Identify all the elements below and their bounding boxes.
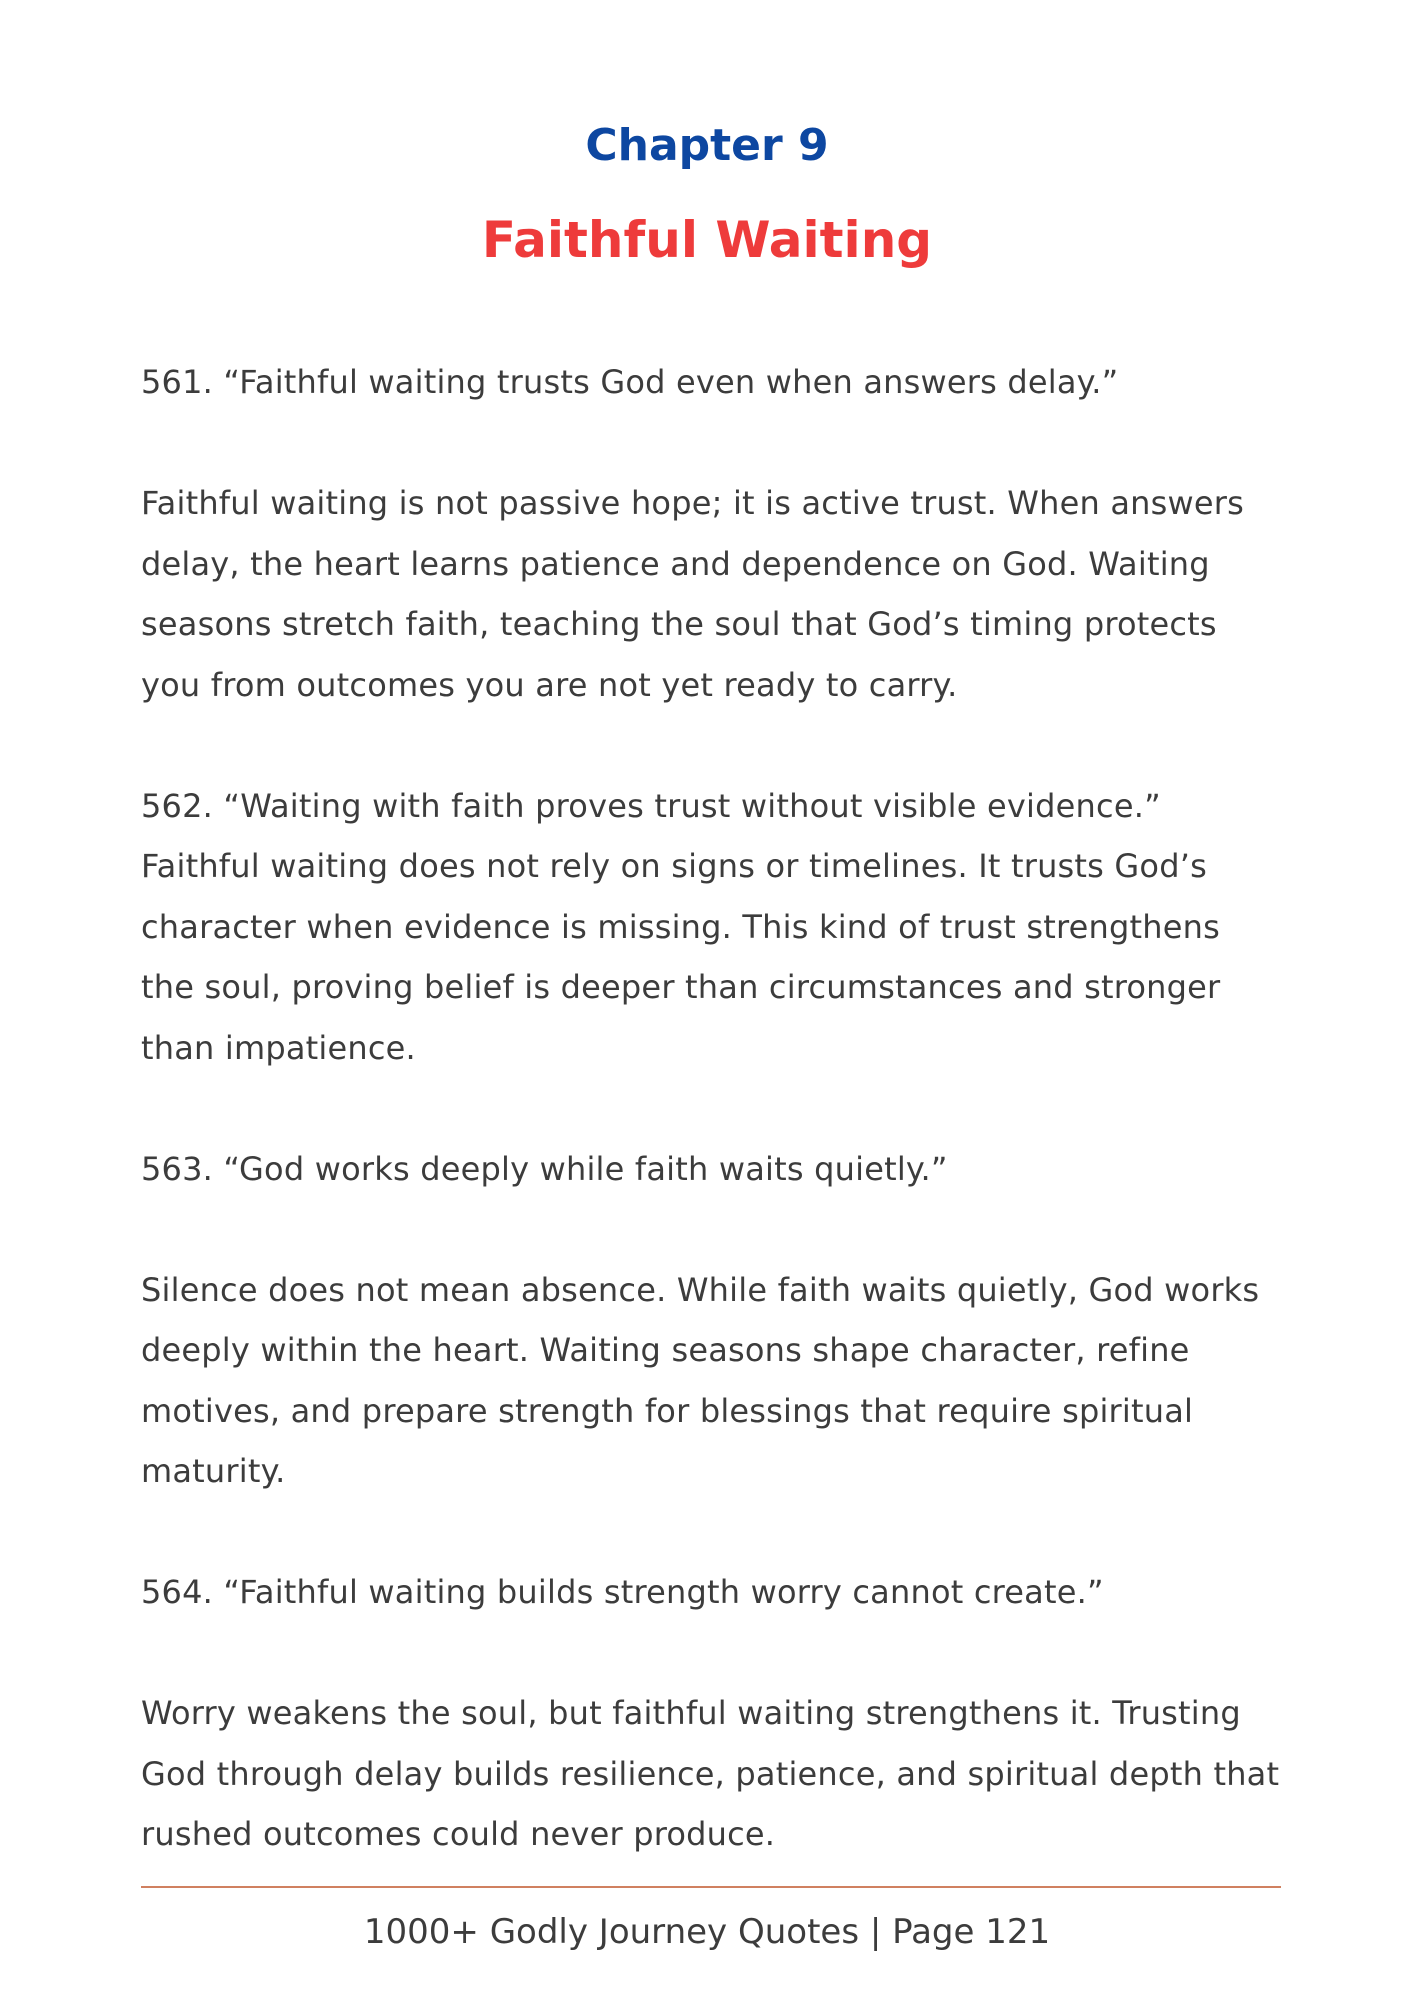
quote-562: 562. “Waiting with faith proves trust without visible evidence.”: [141, 786, 1161, 825]
quote-564: 564. “Faithful waiting builds strength worry cannot create.”: [141, 1573, 1104, 1611]
chapter-content: [141, 352, 1281, 1925]
reflection-563: Silence does not mean absence. While faith waits quietly, God works deeply within the heart. Waiting seasons shape character, refine motives, and prepare strength for blessings that require spiritual maturity.: [141, 1270, 1260, 1490]
chapter-number: Chapter 9: [585, 120, 829, 171]
footer-divider: [141, 1886, 1281, 1888]
reflection-564: Worry weakens the soul, but faithful waiting strengthens it. Trusting God through delay builds resilience, patience, and spiritual depth that rushed outcomes could never produce.: [141, 1694, 1280, 1853]
page-footer: 1000+ Godly Journey Quotes | Page 121: [363, 1912, 1051, 1952]
quote-561: 561. “Faithful waiting trusts God even when answers delay.”: [141, 363, 1119, 401]
reflection-562: Faithful waiting does not rely on signs or timelines. It trusts God’s character when evidence is missing. This kind of trust strengthens the soul, proving belief is deeper than circumstances and stronger than impatience.: [141, 847, 1221, 1067]
reflection-561: Faithful waiting is not passive hope; it is active trust. When answers delay, the heart learns patience and dependence on God. Waiting seasons stretch faith, teaching the soul that God’s timing protects you from outcomes you are not yet ready to carry.: [141, 484, 1244, 704]
chapter-title: Faithful Waiting: [481, 211, 933, 269]
quote-563: 563. “God works deeply while faith waits quietly.”: [141, 1149, 948, 1188]
